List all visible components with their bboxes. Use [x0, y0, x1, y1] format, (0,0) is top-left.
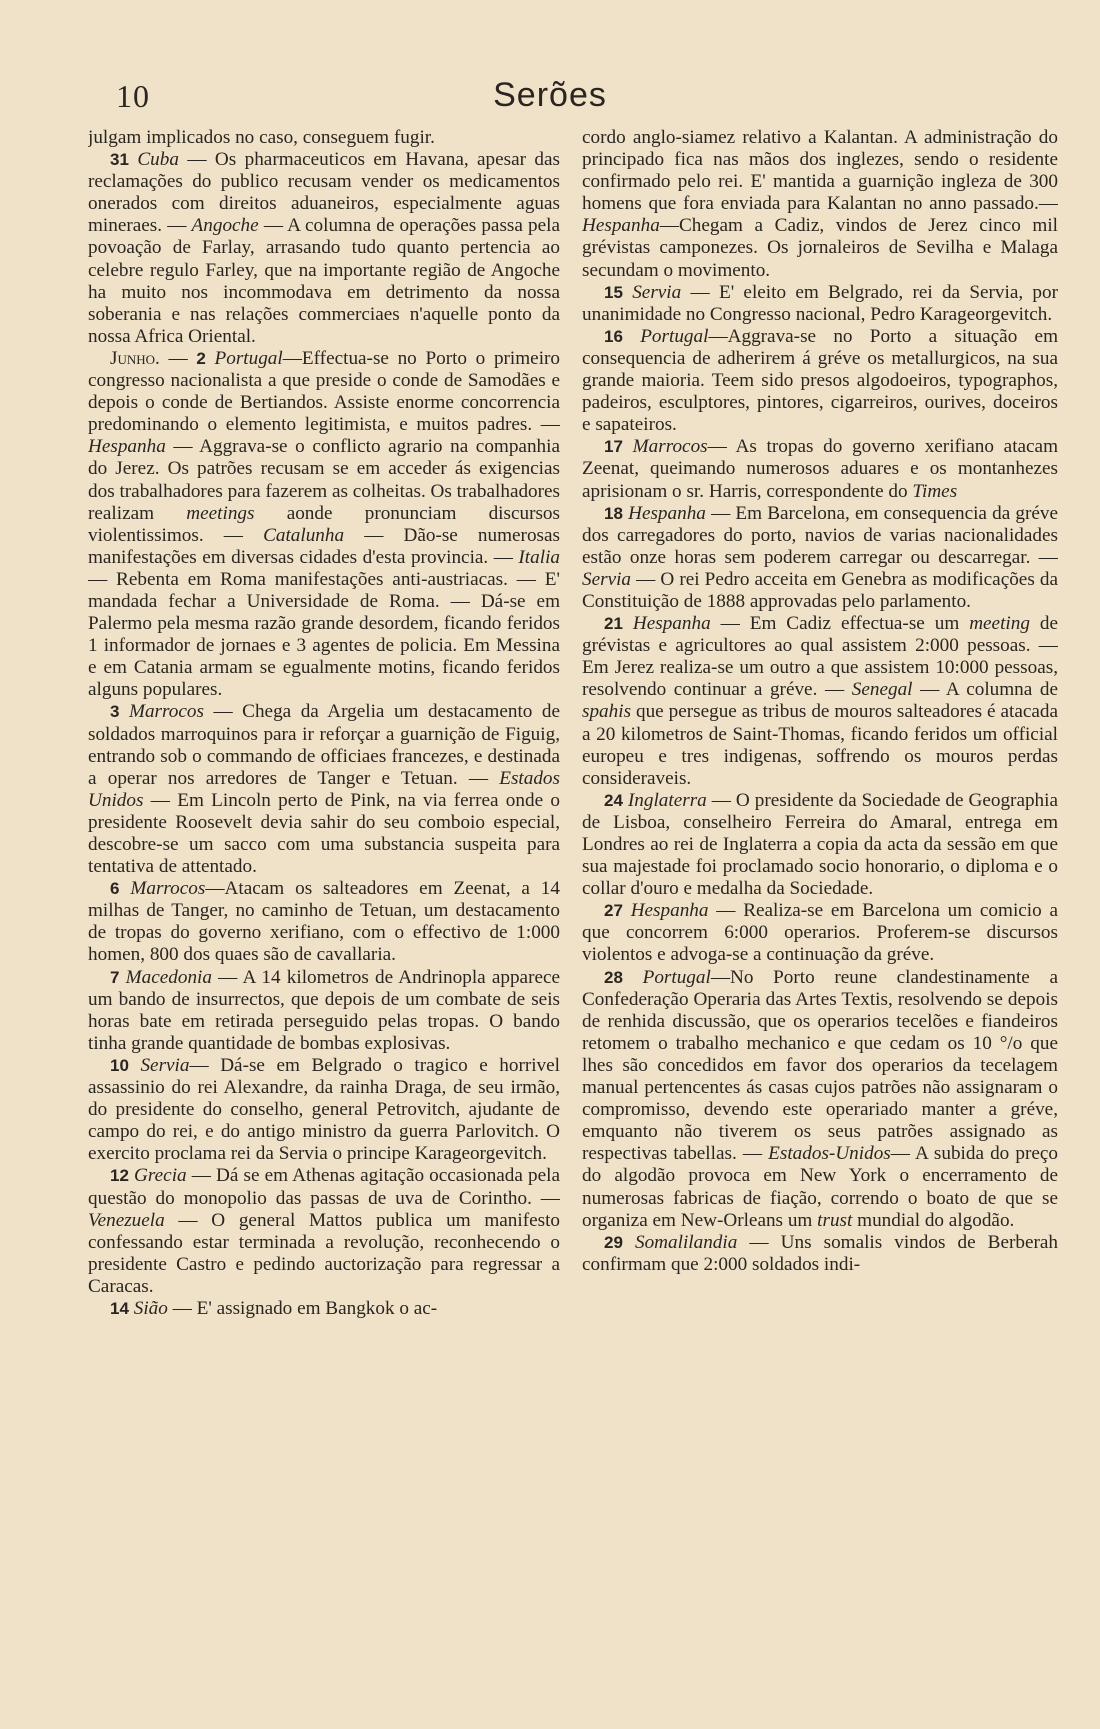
- chronicle-entry: 29 Somalilandia — Uns somalis vindos de Berberah confirmam que 2:000 soldados indi-: [582, 1231, 1058, 1275]
- right-column: [582, 127, 1058, 1667]
- chronicle-entry: 15 Servia — E' eleito em Belgrado, rei da Servia, por unanimidade no Congresso nacional, Pedro Karageorgevitch.: [582, 281, 1058, 325]
- chronicle-entry: 16 Portugal—Aggrava-se no Porto a situação em consequencia de adherirem á gréve os metallurgicos, na sua grande maioria. Teem sido presos algodoeiros, typographos, padeiros, esculptores, pintores, cigarreiros, ourives, doceiros e sapateiros.: [582, 325, 1058, 436]
- chronicle-entry: 3 Marrocos — Chega da Argelia um destacamento de soldados marroquinos para ir reforçar a guarnição de Figuig, entrando sob o commando de officiaes francezes, e destinada a operar nos arredores de Tanger e Tetuan. — Estados Unidos — Em Lincoln perto de Pink, na via ferrea onde o presidente Roosevelt devia sahir do seu comboio especial, descobre-se um sacco com uma substancia suspeita para tentativa de attentado.: [88, 701, 560, 878]
- chronicle-entry: 31 Cuba — Os pharmaceuticos em Havana, apesar das reclamações do publico recusam vender os medicamentos onerados com direitos aduaneiros, especialmente aguas mineraes. — Angoche — A columna de operações passa pela povoação de Farlay, arrasando tudo quanto pertencia ao celebre regulo Farley, que na importante região de Angoche ha muito nos incommodava em detrimento da nossa soberania e nas relações commerciaes n'aquelle ponto da nossa Africa Oriental.: [88, 149, 560, 347]
- chronicle-entry: 6 Marrocos—Atacam os salteadores em Zeenat, a 14 milhas de Tanger, no caminho de Tetuan, um destacamento de tropas do governo xerifiano, com o effectivo de 1:000 homen, 800 dos quaes são de cavallaria.: [88, 878, 560, 966]
- left-column: [88, 127, 560, 1667]
- chronicle-entry: 14 Sião — E' assignado em Bangkok o ac-: [110, 1297, 438, 1319]
- chronicle-entry: 7 Macedonia — A 14 kilometros de Andrinopla apparece um bando de insurrectos, que depois de um combate de seis horas bate em retirada perseguido pelas tropas. O bando tinha grande quantidade de bombas explosivas.: [88, 966, 560, 1054]
- running-title: Serões: [493, 76, 607, 114]
- chronicle-entry: julgam implicados no caso, conseguem fugir.: [88, 127, 435, 148]
- chronicle-entry: 10 Servia— Dá-se em Belgrado o tragico e horrivel assassinio do rei Alexandre, da rainha Draga, de seu irmão, do presidente do conselho, general Petrovitch, ajudante de campo do rei, e do antigo ministro da guerra Parlovitch. O exercito proclama rei da Servia o principe Karageorgevitch.: [88, 1054, 560, 1165]
- chronicle-entry: 28 Portugal—No Porto reune clandestinamente a Confederação Operaria das Artes Textis, resolvendo se depois de renhida discussão, que os operarios tecelões e fiandeiros retomem o trabalho mechanico e que cedam os 10 °/o que lhes são concedidos em favor dos operarios da tecelagem manual pertencentes ás casas cujos patrões não assignaram o compromisso, devendo este operariado manter a gréve, emquanto não tiverem os seus patrões assignado as respectivas tabellas. — Estados-Unidos— A subida do preço do algodão provoca em New York o encerramento de numerosas fabricas de fiação, correndo o boato de que se organiza em New-Orleans um trust mundial do algodão.: [582, 966, 1058, 1231]
- page-number: 10: [116, 78, 150, 114]
- chronicle-entry: cordo anglo-siamez relativo a Kalantan. A administração do principado fica nas mãos dos inglezes, sendo o residente confirmado pelo rei. E' mantida a guarnição ingleza de 300 homens que fora enviada para Kalantan no anno passado.—Hespanha—Chegam a Cadiz, vindos de Jerez cinco mil grévistas camponezes. Os jornaleiros de Sevilha e Malaga secundam o movimento.: [582, 127, 1058, 281]
- chronicle-entry: 18 Hespanha — Em Barcelona, em consequencia da gréve dos carregadores do porto, navios de varias nacionalidades estão onze horas sem poderem carregar ou descarregar. — Servia — O rei Pedro acceita em Genebra as modificações da Constituição de 1888 approvadas pelo parlamento.: [582, 502, 1058, 612]
- chronicle-entry: 21 Hespanha — Em Cadiz effectua-se um meeting de grévistas e agricultores ao qual assistem 2:000 pessoas. — Em Jerez realiza-se um outro a que assistem 10:000 pessoas, resolvendo continuar a gréve. — Senegal — A columna de spahis que persegue as tribus de mouros salteadores é atacada a 20 kilometros de Saint-Thomas, ficando feridos um official europeu e tres indigenas, soffrendo os mouros perdas consideraveis.: [582, 613, 1058, 789]
- chronicle-entry: 12 Grecia — Dá se em Athenas agitação occasionada pela questão do monopolio das passas de uva de Corintho. — Venezuela — O general Mattos publica um manifesto confessando estar terminada a revolução, reconhecendo o presidente Castro e pedindo auctorização para regressar a Caracas.: [88, 1165, 560, 1297]
- chronicle-entry: 27 Hespanha — Realiza-se em Barcelona um comicio a que concorrem 6:000 operarios. Proferem-se discursos violentos e advoga-se a continuação da gréve.: [582, 900, 1058, 966]
- chronicle-entry: Junho. — 2 Portugal—Effectua-se no Porto o primeiro congresso nacionalista a que preside o conde de Samodães e depois o conde de Bertiandos. Assiste enorme concorrencia predominando o elemento legitimista, e muitos padres. — Hespanha — Aggrava-se o conflicto agrario na companhia do Jerez. Os patrões recusam se em acceder ás exigencias dos trabalhadores para fazerem as colheitas. Os trabalhadores realizam meetings aonde pronunciam discursos violentissimos. — Catalunha — Dão-se numerosas manifestações em diversas cidades d'esta provincia. — Italia — Rebenta em Roma manifestações anti-austriacas. — E' mandada fechar a Universidade de Roma. — Dá-se em Palermo pela mesma razão grande desordem, ficando feridos 1 informador de jornaes e 3 agentes de policia. Em Messina e em Catania armam se egualmente motins, ficando feridos alguns populares.: [88, 347, 560, 701]
- chronicle-entry: 17 Marrocos— As tropas do governo xerifiano atacam Zeenat, queimando numerosos aduares e os montanhezes aprisionam o sr. Harris, correspondente do Times: [582, 436, 1058, 502]
- chronicle-entry: 24 Inglaterra — O presidente da Sociedade de Geographia de Lisboa, conselheiro Ferreira do Amaral, entrega em Londres ao rei de Inglaterra a copia da acta da sessão em que sua majestade foi proclamado socio honorario, o diploma e o collar d'ouro e medalha da Sociedade.: [582, 789, 1058, 900]
